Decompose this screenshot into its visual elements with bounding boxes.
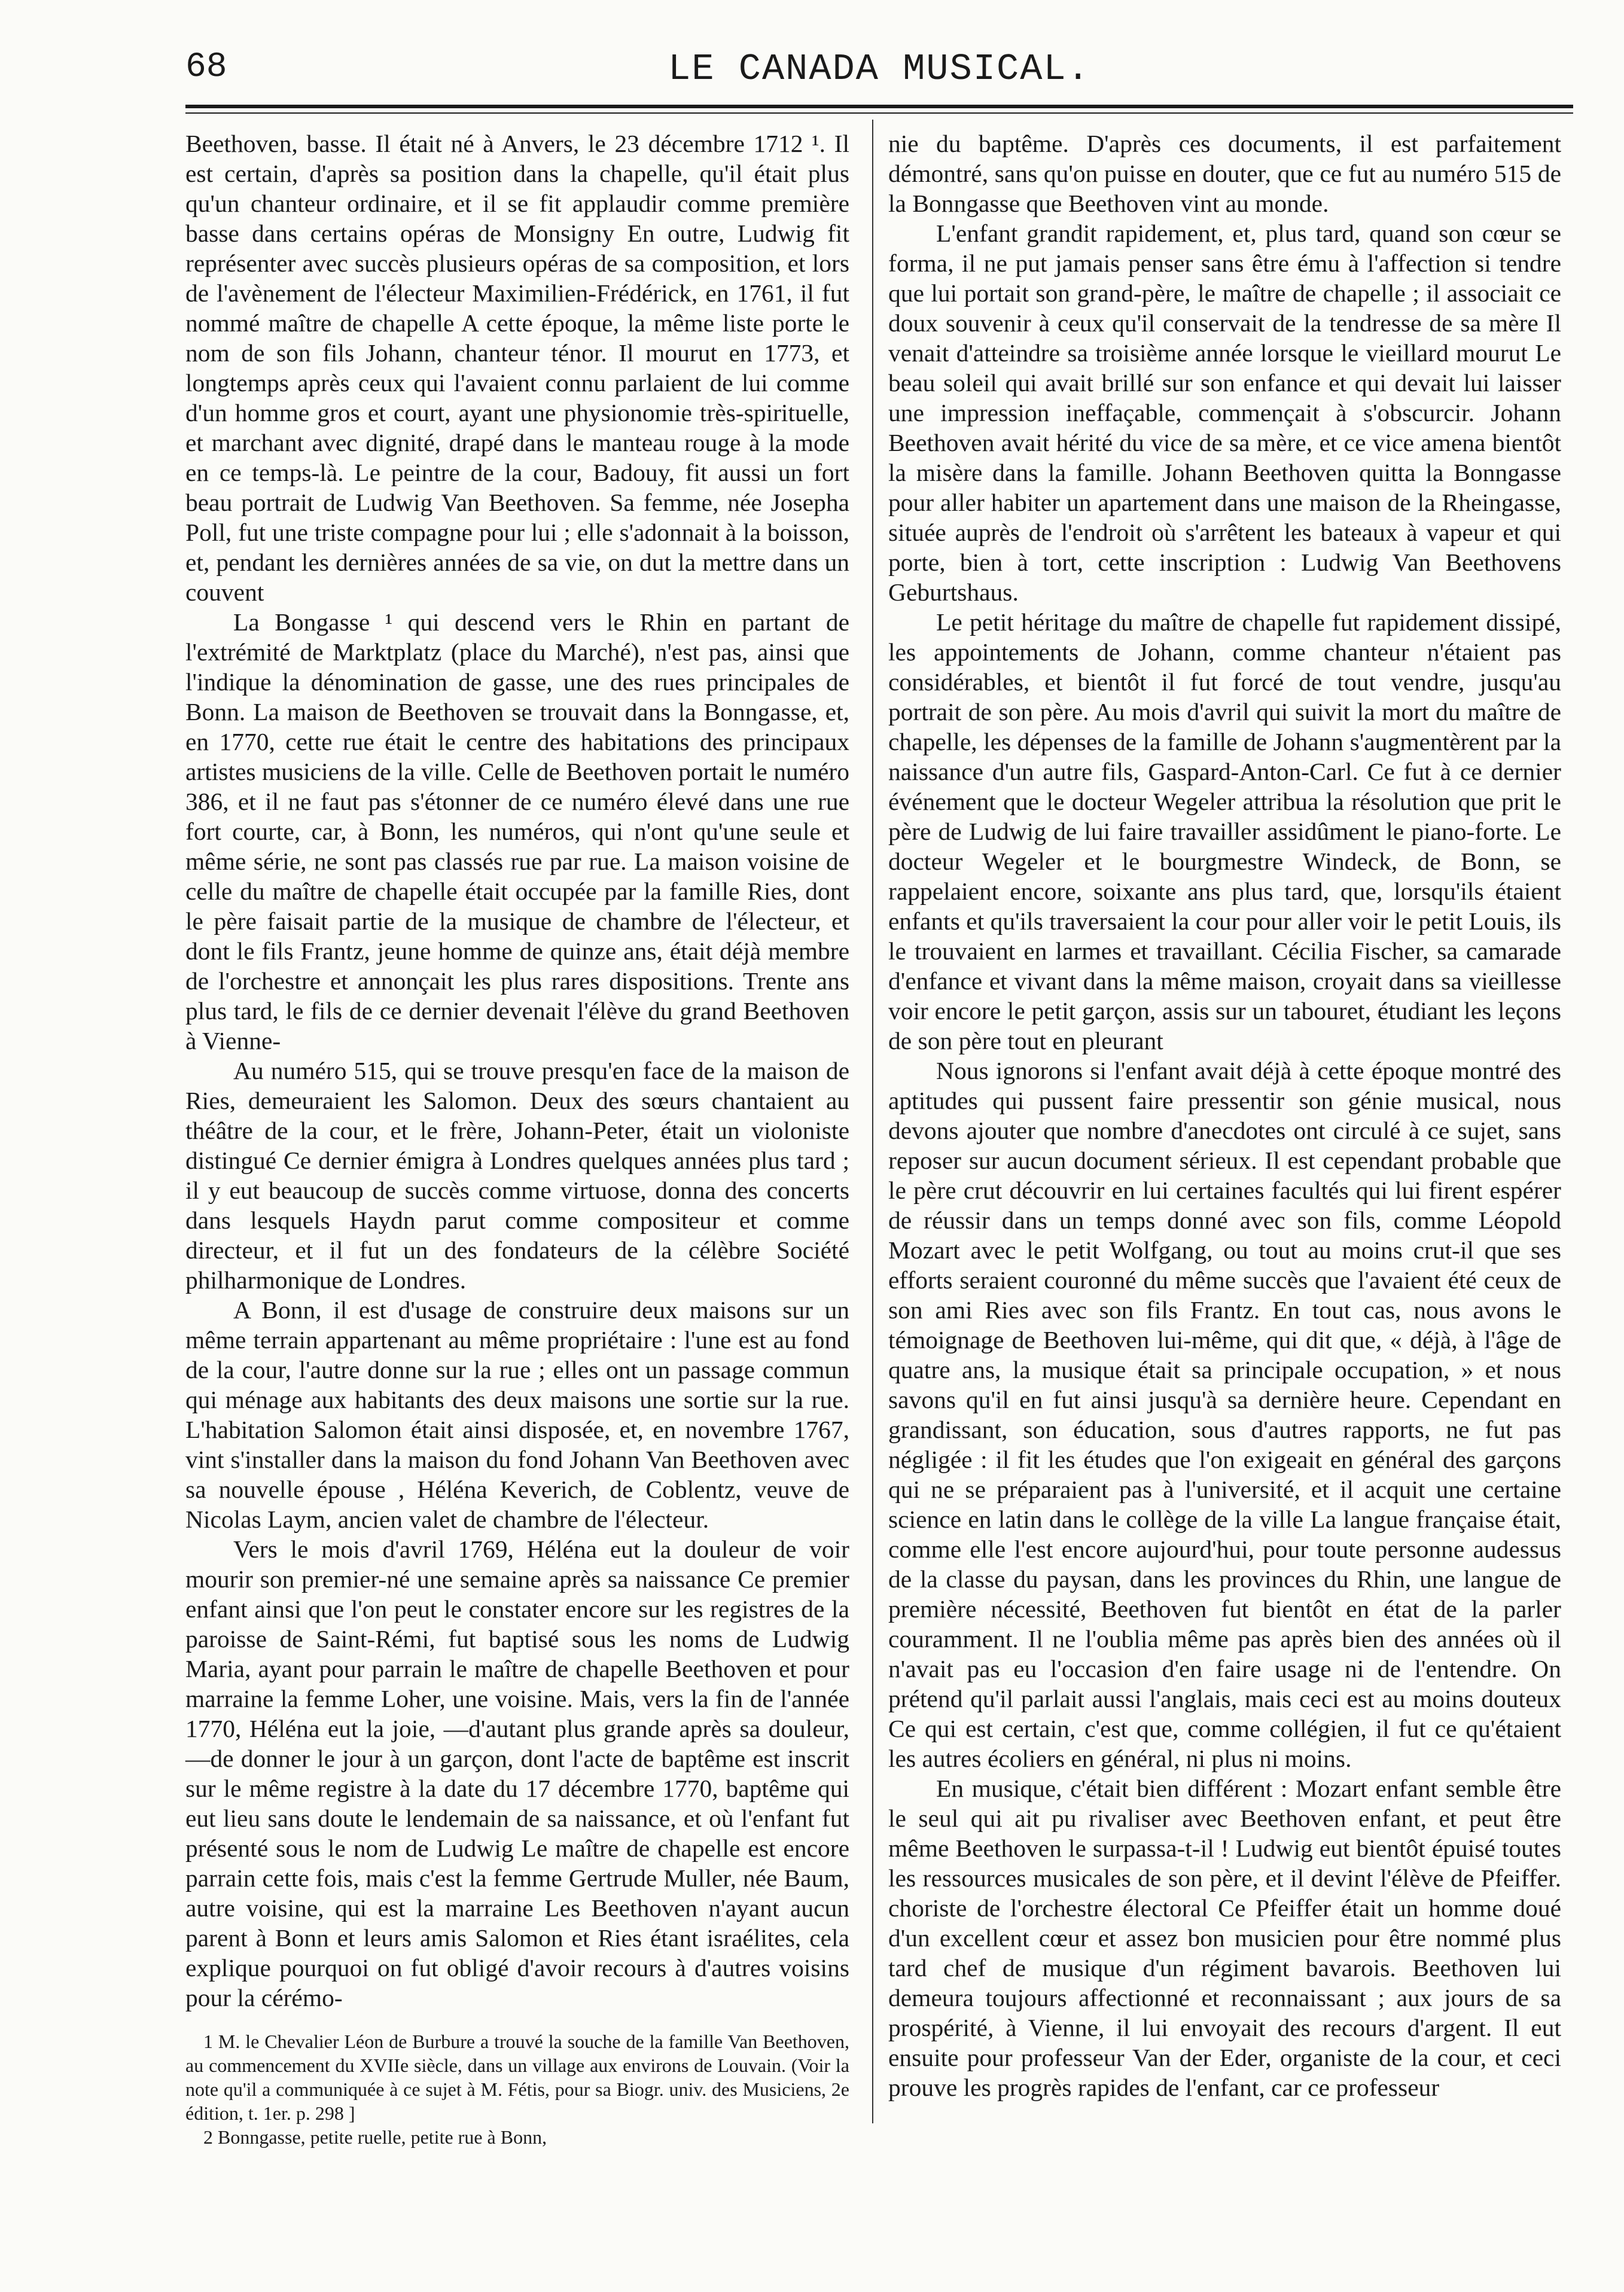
paragraph: La Bongasse ¹ qui descend vers le Rhin en partant de l'extrémité de Marktplatz (place du Marché), n'est pas, ainsi que l'indique la dénomination de gasse, une des rues principales de Bonn. La maison de Beethoven se trouvait dans la Bonngasse, et, en 1770, cette rue était le centre des habitations des principaux artistes musiciens de la ville. Celle de Beethoven portait le numéro 386, et il ne faut pas s'étonner de ce numéro élevé dans une rue fort courte, car, à Bonn, les numéros, qui n'ont qu'une seule et même série, ne sont pas classés rue par rue. La maison voisine de celle du maître de chapelle était occupée par la famille Ries, dont le père faisait partie de la musique de chambre de l'électeur, et dont le fils Frantz, jeune homme de quinze ans, était déjà membre de l'orchestre et annonçait les plus rares dispositions. Trente ans plus tard, le fils de ce dernier devenait l'élève du grand Beethoven à Vienne- <box>185 608 849 1054</box>
page-number: 68 <box>185 48 227 87</box>
paragraph: nie du baptême. D'après ces documents, il est parfaitement démontré, sans qu'on puisse en douter, que ce fut au numéro 515 de la Bonngasse que Beethoven vint au monde. <box>888 130 1561 217</box>
header-rule <box>185 105 1573 108</box>
paragraph: Nous ignorons si l'enfant avait déjà à cette époque montré des aptitudes qui pussent faire pressentir son génie musical, nous devons ajouter que nombre d'anecdotes ont circulé à ce sujet, sans reposer sur aucun document sérieux. Il est cependant probable que le père crut découvrir en lui certaines facultés qui lui firent espérer de réussir dans un temps donné avec son fils, comme Léopold Mozart avec le petit Wolfgang, ou tout au moins crut-il que ses efforts seraient couronné du même succès que l'avaient été ceux de son ami Ries avec son fils Frantz. En tout cas, nous avons le témoignage de Beethoven lui-même, qui dit que, « déjà, à l'âge de quatre ans, la musique était sa principale occupation, » et nous savons qu'il en fut ainsi jusqu'à sa dernière heure. Cependant en grandissant, son éducation, sous d'autres rapports, ne fut pas négligée : il fit les études que l'on exigeait en général des garçons qui ne se préparaient pas à l'université, et il acquit une certaine science en latin dans le collège de la ville La langue française était, comme elle l'est encore aujourd'hui, pour toute personne audessus de la classe du paysan, dans les provinces du Rhin, une langue de première nécessité, Beethoven fut bientôt en état de la parler couramment. Il ne l'oublia même pas après bien des années où il n'avait pas eu l'occasion d'en faire usage ni de l'entendre. On prétend qu'il parlait aussi l'anglais, mais ceci est au moins douteux Ce qui est certain, c'est que, comme collégien, il fut ce qu'étaient les autres écoliers en général, ni plus ni moins. <box>888 1057 1561 1772</box>
page-header <box>185 42 1573 102</box>
left-column <box>185 129 849 2149</box>
paragraph: L'enfant grandit rapidement, et, plus tard, quand son cœur se forma, il ne put jamais penser sans être ému à l'affection si tendre que lui portait son grand-père, le maître de chapelle ; il associait ce doux souvenir à ceux qu'il conservait de la tendresse de sa mère Il venait d'atteindre sa troisième année lorsque le vieillard mourut Le beau soleil qui avait brillé sur son enfance et qui devait lui laisser une impression ineffaçable, commençait à s'obscurcir. Johann Beethoven avait hérité du vice de sa mère, et ce vice amena bientôt la misère dans la famille. Johann Beethoven quitta la Bonngasse pour aller habiter un apartement dans une maison de la Rheingasse, située auprès de l'endroit où s'arrêtent les bateaux à vapeur et qui porte, bien à tort, cette inscription : Ludwig Van Beethovens Geburtshaus. <box>888 220 1561 606</box>
paragraph: Beethoven, basse. Il était né à Anvers, le 23 décembre 1712 ¹. Il est certain, d'après sa position dans la chapelle, qu'il était plus qu'un chanteur ordinaire, et il se fit applaudir comme première basse dans certains opéras de Monsigny En outre, Ludwig fit représenter avec succès plusieurs opéras de sa composition, et lors de l'avènement de l'électeur Maximilien-Frédérick, en 1761, il fut nommé maître de chapelle A cette époque, la même liste porte le nom de son fils Johann, chanteur ténor. Il mourut en 1773, et longtemps après ceux qui l'avaient connu parlaient de lui comme d'un homme gros et court, ayant une physionomie très-spirituelle, et marchant avec dignité, drapé dans le manteau rouge à la mode en ce temps-là. Le peintre de la cour, Badouy, fit aussi un fort beau portrait de Ludwig Van Beethoven. Sa femme, née Josepha Poll, fut une triste compagne pour lui ; elle s'adonnait à la boisson, et, pendant les dernières années de sa vie, on dut la mettre dans un couvent <box>185 130 849 606</box>
journal-title: LE CANADA MUSICAL. <box>668 48 1090 90</box>
column-divider <box>872 120 873 2123</box>
footnote: 1 M. le Chevalier Léon de Burbure a trouvé la souche de la famille Van Beethoven, au commencement du XVIIe siècle, dans un village aux environs de Louvain. (Voir la note qu'il a communiquée à ce sujet à M. Fétis, pour sa Biogr. univ. des Musiciens, 2e édition, t. 1er. p. 298 ] <box>185 2031 849 2124</box>
footnotes <box>185 2029 849 2149</box>
header-rule-thin <box>185 112 1573 114</box>
footnote: 2 Bonngasse, petite ruelle, petite rue à Bonn, <box>203 2126 547 2148</box>
right-column <box>888 129 1561 2102</box>
paragraph: En musique, c'était bien différent : Mozart enfant semble être le seul qui ait pu rivaliser avec Beethoven enfant, et peut être même Beethoven le surpassa-t-il ! Ludwig eut bientôt épuisé toutes les ressources musicales de son père, et il devint l'élève de Pfeiffer. choriste de l'orchestre électoral Ce Pfeiffer était un homme doué d'un excellent cœur et assez bon musicien pour être nommé plus tard chef de musique d'un régiment bavarois. Beethoven lui demeura toujours affectionné et reconnaissant ; aux jours de sa prospérité, à Vienne, il lui envoyait des recours d'argent. Il eut ensuite pour professeur Van der Eder, organiste de la cour, et ceci prouve les progrès rapides de l'enfant, car ce professeur <box>888 1775 1561 2101</box>
paragraph: Le petit héritage du maître de chapelle fut rapidement dissipé, les appointements de Johann, comme chanteur n'étaient pas considérables, et bientôt il fut forcé de tout vendre, jusqu'au portrait de son père. Au mois d'avril qui suivit la mort du maître de chapelle, les dépenses de la famille de Johann s'augmentèrent par la naissance d'un autre fils, Gaspard-Anton-Carl. Ce fut à ce dernier événement que le docteur Wegeler attribua la résolution que prit le père de Ludwig de lui faire travailler assidûment le piano-forte. Le docteur Wegeler et le bourgmestre Windeck, de Bonn, se rappelaient encore, soixante ans plus tard, que, lorsqu'ils étaient enfants et qu'ils traversaient la cour pour aller voir le petit Louis, ils le trouvaient en larmes et travaillant. Cécilia Fischer, sa camarade d'enfance et vivant dans la même maison, croyait dans sa vieillesse voir encore le petit garçon, assis sur un tabouret, étudiant les leçons de son père tout en pleurant <box>888 608 1561 1054</box>
paragraph: A Bonn, il est d'usage de construire deux maisons sur un même terrain appartenant au même propriétaire : l'une est au fond de la cour, l'autre donne sur la rue ; elles ont un passage commun qui ménage aux habitants des deux maisons une sortie sur la rue. L'habitation Salomon était ainsi disposée, et, en novembre 1767, vint s'installer dans la maison du fond Johann Van Beethoven avec sa nouvelle épouse , Héléna Keverich, de Coblentz, veuve de Nicolas Laym, ancien valet de chambre de l'électeur. <box>185 1296 849 1533</box>
paragraph: Vers le mois d'avril 1769, Héléna eut la douleur de voir mourir son premier-né une semaine après sa naissance Ce premier enfant ainsi que l'on peut le constater encore sur les registres de la paroisse de Saint-Rémi, fut baptisé sous les noms de Ludwig Maria, ayant pour parrain le maître de chapelle Beethoven et pour marraine la femme Loher, une voisine. Mais, vers la fin de l'année 1770, Héléna eut la joie, —d'autant plus grande après sa douleur,—de donner le jour à un garçon, dont l'acte de baptême est inscrit sur le même registre à la date du 17 décembre 1770, baptême qui eut lieu sans doute le lendemain de sa naissance, et où l'enfant fut présenté sous le nom de Ludwig Le maître de chapelle est encore parrain cette fois, mais c'est la femme Gertrude Muller, née Baum, autre voisine, qui est la marraine Les Beethoven n'ayant aucun parent à Bonn et leurs amis Salomon et Ries étant israélites, cela explique pourquoi on fut obligé d'avoir recours à d'autres voisins pour la cérémo- <box>185 1535 849 2011</box>
paragraph: Au numéro 515, qui se trouve presqu'en face de la maison de Ries, demeuraient les Salomon. Deux des sœurs chantaient au théâtre de la cour, et le frère, Johann-Peter, était un violoniste distingué Ce dernier émigra à Londres quelques années plus tard ; il y eut beaucoup de succès comme virtuose, donna des concerts dans lesquels Haydn parut comme compositeur et comme directeur, et il fut un des fondateurs de la célèbre Société philharmonique de Londres. <box>185 1057 849 1294</box>
